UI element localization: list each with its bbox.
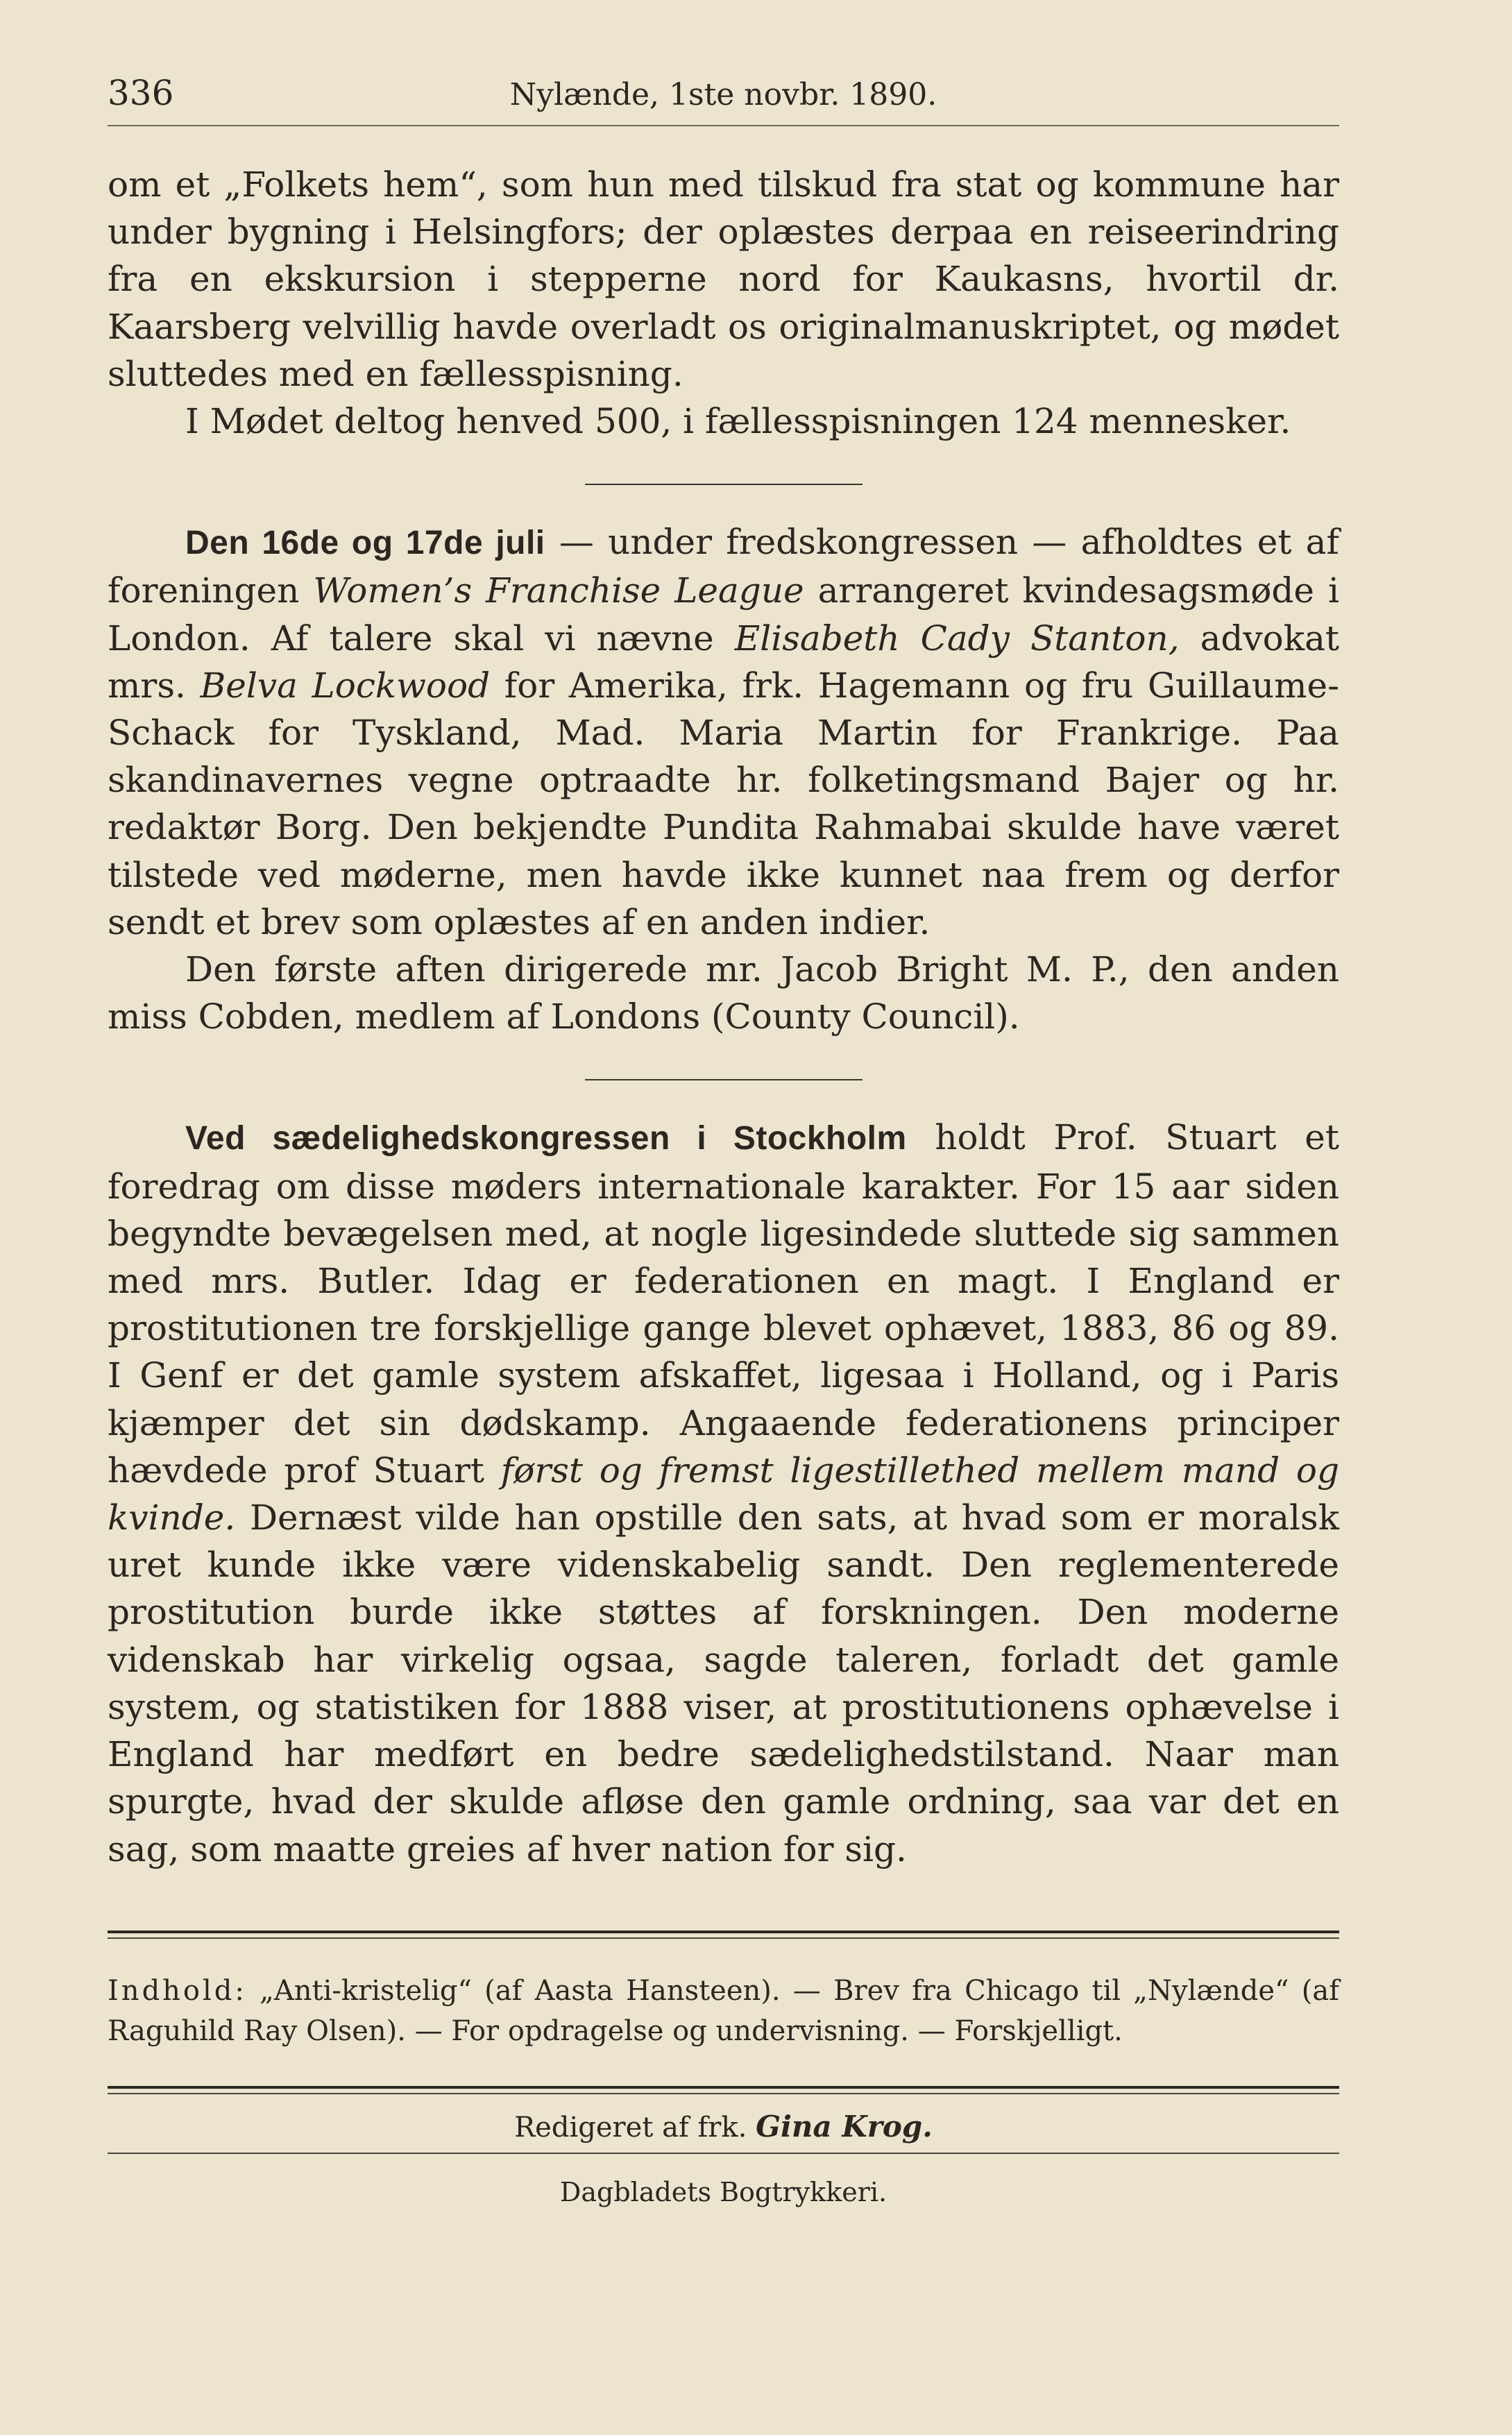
section-separator (585, 1079, 863, 1080)
running-head: Nylænde, 1ste novbr. 1890. (509, 77, 937, 112)
contents-notice (108, 1971, 1339, 2051)
section-lead-london: Den 16de og 17de juli (185, 525, 545, 562)
speaker-name: Belva Lockwood (200, 665, 491, 706)
paragraph-3: Den 16de og 17de juli — under fredskongressen — afholdtes et af foreningen Women’s Franchise League arrangeret kvindesagsmøde i London. Af talere skal vi nævne Elisabeth Cady Stanton, advokat mrs. Belva Lockwood for Amerika, frk. Hagemann og fru Guillaume-Schack for Tyskland, Mad. Maria Martin for Frankrige. Paa skandinavernes vegne optraadte hr. folketingsmand Bajer og hr. redaktør Borg. Den bekjendte Pundita Rahmabai skulde have været tilstede ved møderne, men havde ikke kunnet naa frem og derfor sendt et brev som oplæstes af en anden indier. (108, 522, 1340, 942)
speaker-name: Elisabeth Cady Stanton, (734, 618, 1180, 659)
section-separator (585, 484, 863, 485)
paragraph-4: Den første aften dirigerede mr. Jacob Bright M. P., den anden miss Cobden, medlem af Londons (County Council). (108, 949, 1339, 1037)
article-body (108, 161, 1339, 1873)
footer-rule (108, 1937, 1339, 1939)
page-header (108, 73, 1339, 128)
header-rule (108, 125, 1339, 126)
league-name: Women’s Franchise League (313, 570, 804, 611)
printer-line: Dagbladets Bogtrykkeri. (559, 2177, 887, 2207)
footer-rule (108, 2086, 1339, 2089)
editor-name: Gina Krog. (756, 2110, 933, 2144)
paragraph-1: om et „Folkets hem“, som hun med tilskud fra stat og kommune har under bygning i Helsingfors; der oplæstes derpaa en reiseerindring fra en ekskursion i stepperne nord for Kaukasns, hvortil dr. Kaarsberg velvillig havde overladt os originalmanuskriptet, og mødet sluttedes med en fællesspisning. (108, 164, 1339, 394)
emphasis-principle: først og fremst ligestillethed mellem mand og kvinde. (108, 1450, 1339, 1538)
footer-rule (108, 1931, 1339, 1933)
contents-label: Indhold: (108, 1975, 247, 2007)
contents-text: „Anti-kristelig“ (af Aasta Hansteen). — Brev fra Chicago til „Nylænde“ (af Raguhild Ray Olsen). — For opdragelse og undervisning. — Forskjelligt. (108, 1975, 1339, 2047)
section-lead-stockholm: Ved sædelighedskongressen i Stockholm (185, 1120, 907, 1157)
footer-rule (108, 2093, 1339, 2094)
page-number: 336 (108, 73, 174, 113)
paragraph-5: Ved sædelighedskongressen i Stockholm holdt Prof. Stuart et foredrag om disse møders internationale karakter. For 15 aar siden begyndte bevægelsen med, at nogle ligesindede sluttede sig sammen med mrs. Butler. Idag er federationen en magt. I England er prostitutionen tre forskjellige gange blevet ophævet, 1883, 86 og 89. I Genf er det gamle system afskaffet, ligesaa i Holland, og i Paris kjæmper det sin dødskamp. Angaaende federationens principer hævdede prof Stuart først og fremst ligestillethed mellem mand og kvinde. Dernæst vilde han opstille den sats, at hvad som er moralsk uret kunde ikke være videnskabelig sandt. Den reglementerede prostitution burde ikke støttes af forskningen. Den moderne videnskab har virkelig ogsaa, sagde taleren, forladt det gamle system, og statistiken for 1888 viser, at prostitutionens ophævelse i England har medført en bedre sædelighedstilstand. Naar man spurgte, hvad der skulde afløse den gamle ordning, saa var det en sag, som maatte greies af hver nation for sig. (108, 1117, 1339, 1869)
paragraph-2: I Mødet deltog henved 500, i fællesspisningen 124 mennesker. (185, 401, 1291, 442)
editor-prefix: Redigeret af frk. (514, 2112, 747, 2144)
footer-rule (108, 2153, 1339, 2154)
editor-line (108, 2110, 1339, 2144)
